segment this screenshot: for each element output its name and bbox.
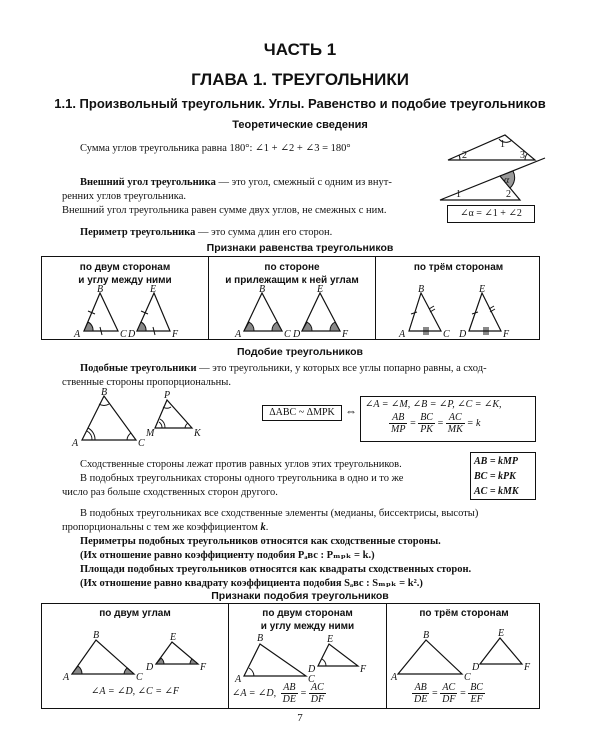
aa-figure [60,626,220,682]
similar-figure [70,388,230,448]
angle-sum-figure [440,130,540,166]
svg-text:B: B [97,284,104,295]
exterior-term: Внешний угол треугольника [80,177,216,188]
chapter-title: ГЛАВА 1. ТРЕУГОЛЬНИКИ [191,70,409,89]
equality-cell-3-label: по трём сторонам [413,262,504,273]
exterior-def-1: — это угол, смежный с одним из внут- [215,177,392,188]
svg-text:E: E [150,284,157,295]
svg-text:C: C [120,329,127,340]
svg-text:K: K [194,428,201,439]
perimeter-term: Периметр треугольника [80,227,196,238]
svg-text:F: F [524,662,531,673]
svg-text:D: D [308,664,316,675]
part-title: ЧАСТЬ 1 [263,40,337,59]
similarity-signs-table [41,603,540,709]
svg-text:D: D [128,329,136,340]
svg-text:A: A [391,672,398,683]
svg-text:F: F [360,664,367,675]
equality-cell-1-label: по двум сторонам и углу между ними [78,262,172,286]
svg-text:E: E [317,284,324,295]
svg-text:M: M [146,428,155,439]
equivalence-arrow: ⇔ [345,404,357,418]
area-ratio: (Их отношение равно квадрату коэффициента подобия Sₐвс : Sₘₚₖ = k².) [80,578,423,589]
page-number: 7 [297,712,303,724]
svg-text:B: B [257,633,264,644]
svg-text:C: C [138,438,145,449]
corresp-2: В подобных треугольниках стороны одного треугольника в одно и то же [80,473,404,484]
svg-text:A: A [235,329,242,340]
sim-cell-3-label: по трём сторонам [419,608,509,619]
aa-formula: ∠A = ∠D, ∠C = ∠F [91,686,179,697]
theory-title: Теоретические сведения [232,119,368,131]
similar-title: Подобие треугольников [237,346,363,358]
k-formulas-box: AB = kMP BC = kPK AC = kMK [470,452,536,500]
equality-title: Признаки равенства треугольников [206,242,394,254]
sas-similar-formula: ∠A = ∠D, $\frac{AB}{DE}$ = $\frac{AC}{DF}$ [232,682,325,705]
svg-text:F: F [342,329,349,340]
svg-text:C: C [308,674,315,685]
similarity-angles: ∠A = ∠M, ∠B = ∠P, ∠C = ∠K, [365,399,502,410]
svg-text:A: A [72,438,79,449]
svg-text:D: D [146,662,154,673]
sas-similar-figure [234,628,384,684]
elements-2: пропорциональны с тем же коэффициентом k. [62,522,269,533]
svg-text:E: E [479,284,486,295]
svg-text:F: F [200,662,207,673]
perimeter-ratio: (Их отношение равно коэффициенту подобия Pₐвс : Pₘₚₖ = k.) [80,550,375,561]
svg-text:A: A [235,674,242,685]
similarity-notation: ΔABC ~ ΔMPK [262,405,342,421]
exterior-def-2: ренних углов треугольника. [62,191,187,202]
sim-cell-1-label: по двум углам [99,608,171,619]
svg-text:C: C [464,672,471,683]
svg-text:D: D [472,662,480,673]
svg-text:B: B [93,630,100,641]
svg-text:B: B [423,630,430,641]
exterior-formula-box [447,205,535,223]
svg-text:C: C [136,672,143,683]
equality-cell-2-label: по стороне и прилежащим к ней углам [225,262,359,286]
similar-def-1: — это треугольники, у которых все углы попарно равны, а сход- [196,363,487,374]
corresp-1: Сходственные стороны лежат против равных углов этих треугольников. [80,459,402,470]
svg-text:D: D [293,329,301,340]
sss-similar-figure [392,626,537,682]
perimeter-text [80,226,332,240]
angle-label-2: 2 [462,150,467,161]
alpha-label: α [504,175,510,186]
asa-figure [234,285,354,339]
similar-def [80,362,487,376]
svg-text:P: P [164,390,171,401]
svg-text:B: B [101,387,108,398]
sss-figure [397,285,527,339]
similar-term: Подобные треугольники [80,363,197,374]
section-title: 1.1. Произвольный треугольник. Углы. Равенство и подобие треугольников [54,96,546,111]
svg-text:B: B [259,284,266,295]
svg-text:A: A [74,329,81,340]
corresp-3: число раз больше сходственных сторон другого. [62,487,278,498]
exterior-angle-figure [430,166,550,206]
svg-text:A: A [63,672,70,683]
angle-label-1: 1 [500,139,505,150]
svg-text:C: C [443,329,450,340]
sim-signs-title: Признаки подобия треугольников [211,590,389,602]
sss-similar-formula: $\frac{AB}{DE}$ = $\frac{AC}{DF}$ = $\frac{BC}{EF}$ [414,682,483,705]
ext-angle-label-1: 1 [456,189,461,200]
svg-text:B: B [418,284,425,295]
area-rule: Площади подобных треугольников относятся как квадраты сходственных сторон. [80,564,472,575]
equality-table [41,256,540,340]
perimeter-rule: Периметры подобных треугольников относятся как сходственные стороны. [80,536,441,547]
svg-text:D: D [459,329,467,340]
svg-text:C: C [284,329,291,340]
sas-figure [72,285,182,339]
svg-text:F: F [172,329,179,340]
svg-text:E: E [498,628,505,639]
svg-text:E: E [170,632,177,643]
angle-label-3: 3 [520,150,525,161]
exterior-rule: Внешний угол треугольника равен сумме двух углов, не смежных с ним. [62,205,387,216]
elements-1: В подобных треугольниках все сходственные элементы (медианы, биссектрисы, высоты) [80,508,479,519]
exterior-angle-text [80,176,440,190]
svg-text:A: A [399,329,406,340]
ext-angle-label-2: 2 [506,189,511,200]
similarity-conditions-box [360,396,536,442]
similarity-ratio: $\frac{AB}{MP}$ = $\frac{BC}{PK}$ = $\frac{AC}{MK}$ = k [391,412,481,435]
sim-cell-2-label: по двум сторонам и углу между ними [260,608,355,632]
similar-def-2: ственные стороны пропорциональны. [62,377,231,388]
perimeter-def: — это сумма длин его сторон. [195,227,333,238]
exterior-formula: ∠α = ∠1 + ∠2 [460,208,522,219]
svg-text:E: E [327,634,334,645]
angle-sum-text: Сумма углов треугольника равна 180°: ∠1 + ∠2 + ∠3 = 180° [80,143,351,154]
svg-text:F: F [503,329,510,340]
